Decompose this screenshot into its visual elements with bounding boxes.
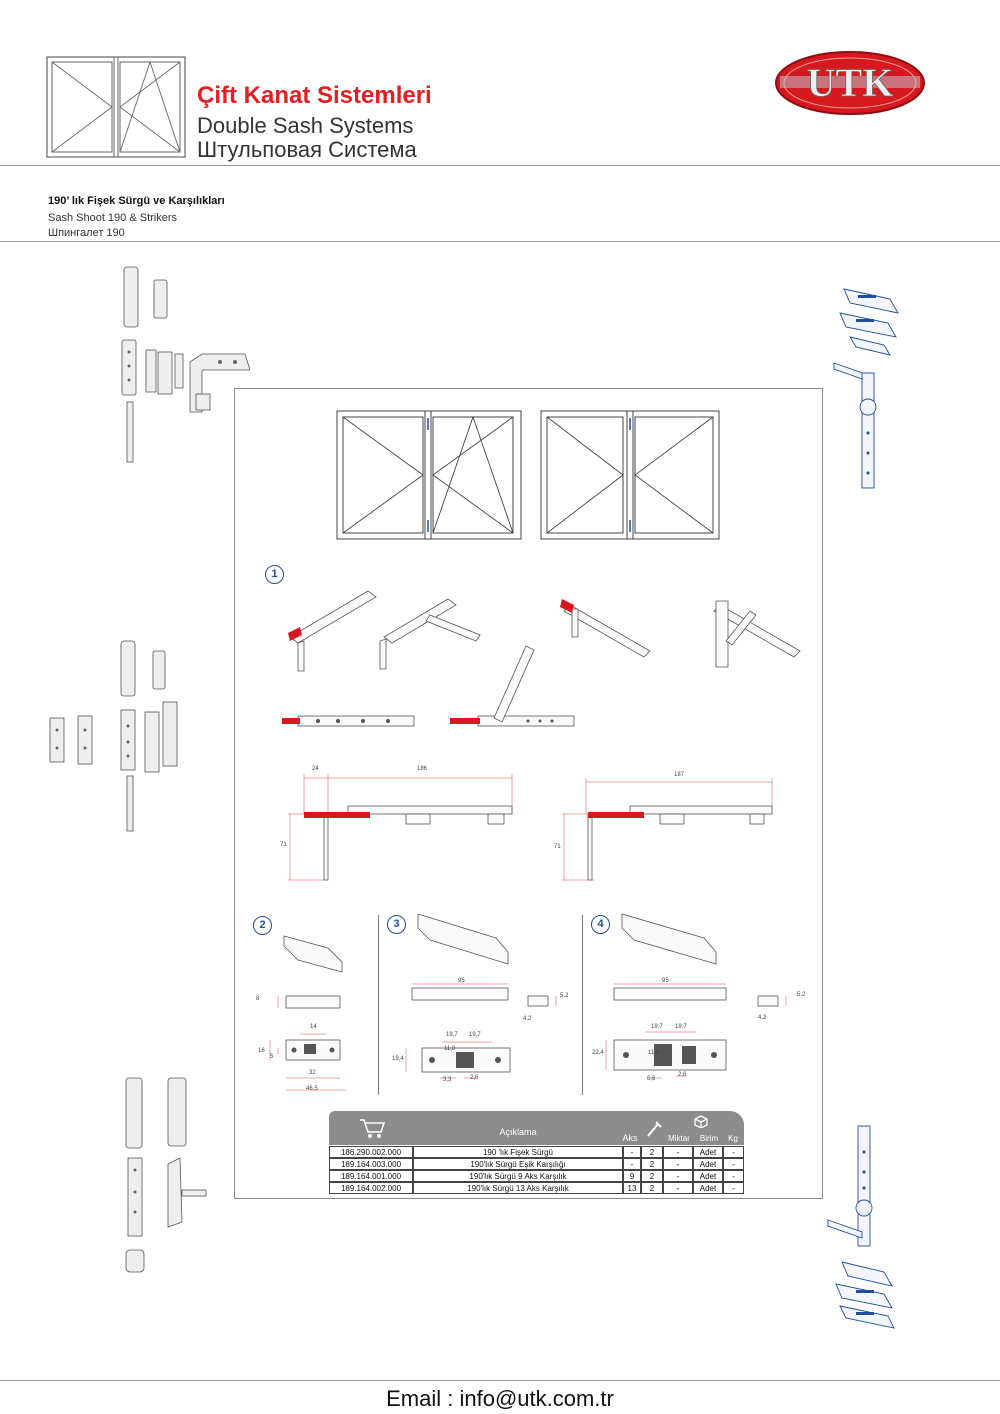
section-divider — [378, 915, 379, 1095]
product-title-tr: 190’ lık Fişek Sürgü ve Karşılıkları — [48, 195, 225, 207]
dimension-label: 5,2 — [797, 992, 806, 998]
product-unit: Adet — [693, 1170, 723, 1182]
window-diagram-left — [336, 410, 522, 540]
product-quantity: - — [663, 1146, 693, 1158]
footer-divider — [0, 1380, 1000, 1381]
product-description: 190'lık Sürgü 13 Aks Karşılık — [413, 1182, 623, 1194]
sash-shoot-parts-image-3 — [110, 1072, 220, 1277]
product-aks: - — [623, 1158, 641, 1170]
table-row — [329, 1170, 744, 1182]
screw-icon — [645, 1119, 663, 1139]
dimension-label: 4,2 — [758, 1015, 767, 1021]
striker-9-aks-drawing — [392, 908, 572, 1090]
section-divider — [582, 915, 583, 1095]
column-header-kg: Kg — [728, 1134, 738, 1143]
dimension-label: 14 — [310, 1024, 317, 1030]
dimension-label: 5,2 — [560, 993, 569, 999]
dimension-label: 19,7 — [446, 1032, 458, 1038]
sash-shoot-parts-image-1 — [110, 262, 250, 467]
table-header — [329, 1111, 744, 1145]
table-row — [329, 1182, 744, 1194]
product-code: 189.164.003.000 — [329, 1158, 413, 1170]
product-screws: 2 — [641, 1182, 663, 1194]
product-description: 190'lık Sürgü 9 Aks Karşılık — [413, 1170, 623, 1182]
subheader-divider — [0, 241, 1000, 242]
step-badge-3: 3 — [387, 915, 406, 934]
sash-shoot-side-views — [268, 640, 588, 740]
sash-shoot-dimension-drawing-left — [286, 768, 516, 888]
page-title-en: Double Sash Systems — [197, 113, 414, 138]
package-icon — [693, 1114, 709, 1128]
product-description: 190'lık Sürgü Eşik Karşılığı — [413, 1158, 623, 1170]
dimension-label: 5 — [270, 1054, 274, 1060]
sash-shoot-parts-image-2 — [45, 636, 185, 836]
product-screws: 2 — [641, 1170, 663, 1182]
product-quantity: - — [663, 1170, 693, 1182]
product-table — [329, 1111, 744, 1195]
dimension-label: 19,7 — [469, 1032, 481, 1038]
product-code: 186.290.002.000 — [329, 1146, 413, 1158]
table-row — [329, 1146, 744, 1158]
column-header-description: Açıklama — [499, 1127, 537, 1137]
product-aks: 13 — [623, 1182, 641, 1194]
column-header-quantity: Miktar — [668, 1134, 690, 1143]
dimension-label: 11,8 — [444, 1046, 456, 1052]
product-code: 189.164.001.000 — [329, 1170, 413, 1182]
dimension-label: 187 — [674, 772, 685, 778]
header-divider — [0, 165, 1000, 166]
dimension-label: 46,5 — [306, 1086, 318, 1092]
sash-shoot-assembly-bottom-image — [822, 1122, 914, 1334]
product-kg: - — [723, 1146, 744, 1158]
step-badge-1: 1 — [265, 565, 284, 584]
dimension-label: 11,8 — [648, 1050, 660, 1056]
product-kg: - — [723, 1158, 744, 1170]
double-sash-window-icon — [45, 55, 187, 159]
product-title-en: Sash Shoot 190 & Strikers — [48, 212, 178, 224]
dimension-label: 19,4 — [392, 1056, 404, 1062]
utk-logo — [774, 50, 926, 116]
dimension-label: 22,4 — [592, 1050, 604, 1056]
product-unit: Adet — [693, 1158, 723, 1170]
striker-13-aks-drawing — [596, 908, 812, 1090]
table-row — [329, 1158, 744, 1170]
product-description: 190 'lık Fişek Sürgü — [413, 1146, 623, 1158]
dimension-label: 6,6 — [647, 1076, 656, 1082]
dimension-label: 19,7 — [675, 1024, 687, 1030]
dimension-label: 24 — [312, 766, 319, 772]
dimension-label: 95 — [458, 978, 465, 984]
dimension-label: 71 — [554, 844, 561, 850]
dimension-label: 71 — [280, 842, 287, 848]
product-aks: 9 — [623, 1170, 641, 1182]
page-title-tr: Çift Kanat Sistemleri — [197, 82, 432, 109]
product-quantity: - — [663, 1182, 693, 1194]
product-kg: - — [723, 1182, 744, 1194]
product-kg: - — [723, 1170, 744, 1182]
column-header-aks: Aks — [622, 1133, 638, 1143]
product-unit: Adet — [693, 1182, 723, 1194]
shopping-cart-icon — [359, 1117, 385, 1139]
product-quantity: - — [663, 1158, 693, 1170]
product-screws: 2 — [641, 1158, 663, 1170]
dimension-label: 16 — [258, 1048, 265, 1054]
dimension-label: 95 — [662, 978, 669, 984]
product-code: 189.164.002.000 — [329, 1182, 413, 1194]
dimension-label: 32 — [309, 1070, 316, 1076]
window-diagram-right — [540, 410, 720, 540]
dimension-label: 4,2 — [523, 1016, 532, 1022]
sash-shoot-assembly-top-image — [828, 283, 910, 495]
step-badge-2: 2 — [253, 916, 272, 935]
dimension-label: 186 — [417, 766, 428, 772]
product-title-ru: Шпингалет 190 — [48, 227, 125, 239]
step-badge-4: 4 — [591, 915, 610, 934]
product-unit: Adet — [693, 1146, 723, 1158]
product-aks: - — [623, 1146, 641, 1158]
svg-text:UTK: UTK — [806, 60, 894, 105]
dimension-label: 8 — [256, 996, 260, 1002]
dimension-label: 19,7 — [651, 1024, 663, 1030]
dimension-label: 2,6 — [678, 1072, 687, 1078]
dimension-label: 2,6 — [470, 1075, 479, 1081]
page-title-ru: Штульповая Система — [197, 137, 417, 162]
sash-shoot-dimension-drawing-right — [560, 774, 774, 886]
contact-email[interactable]: Email : info@utk.com.tr — [386, 1386, 614, 1411]
column-header-unit: Birim — [699, 1134, 719, 1143]
dimension-label: 3,3 — [443, 1077, 452, 1083]
product-screws: 2 — [641, 1146, 663, 1158]
